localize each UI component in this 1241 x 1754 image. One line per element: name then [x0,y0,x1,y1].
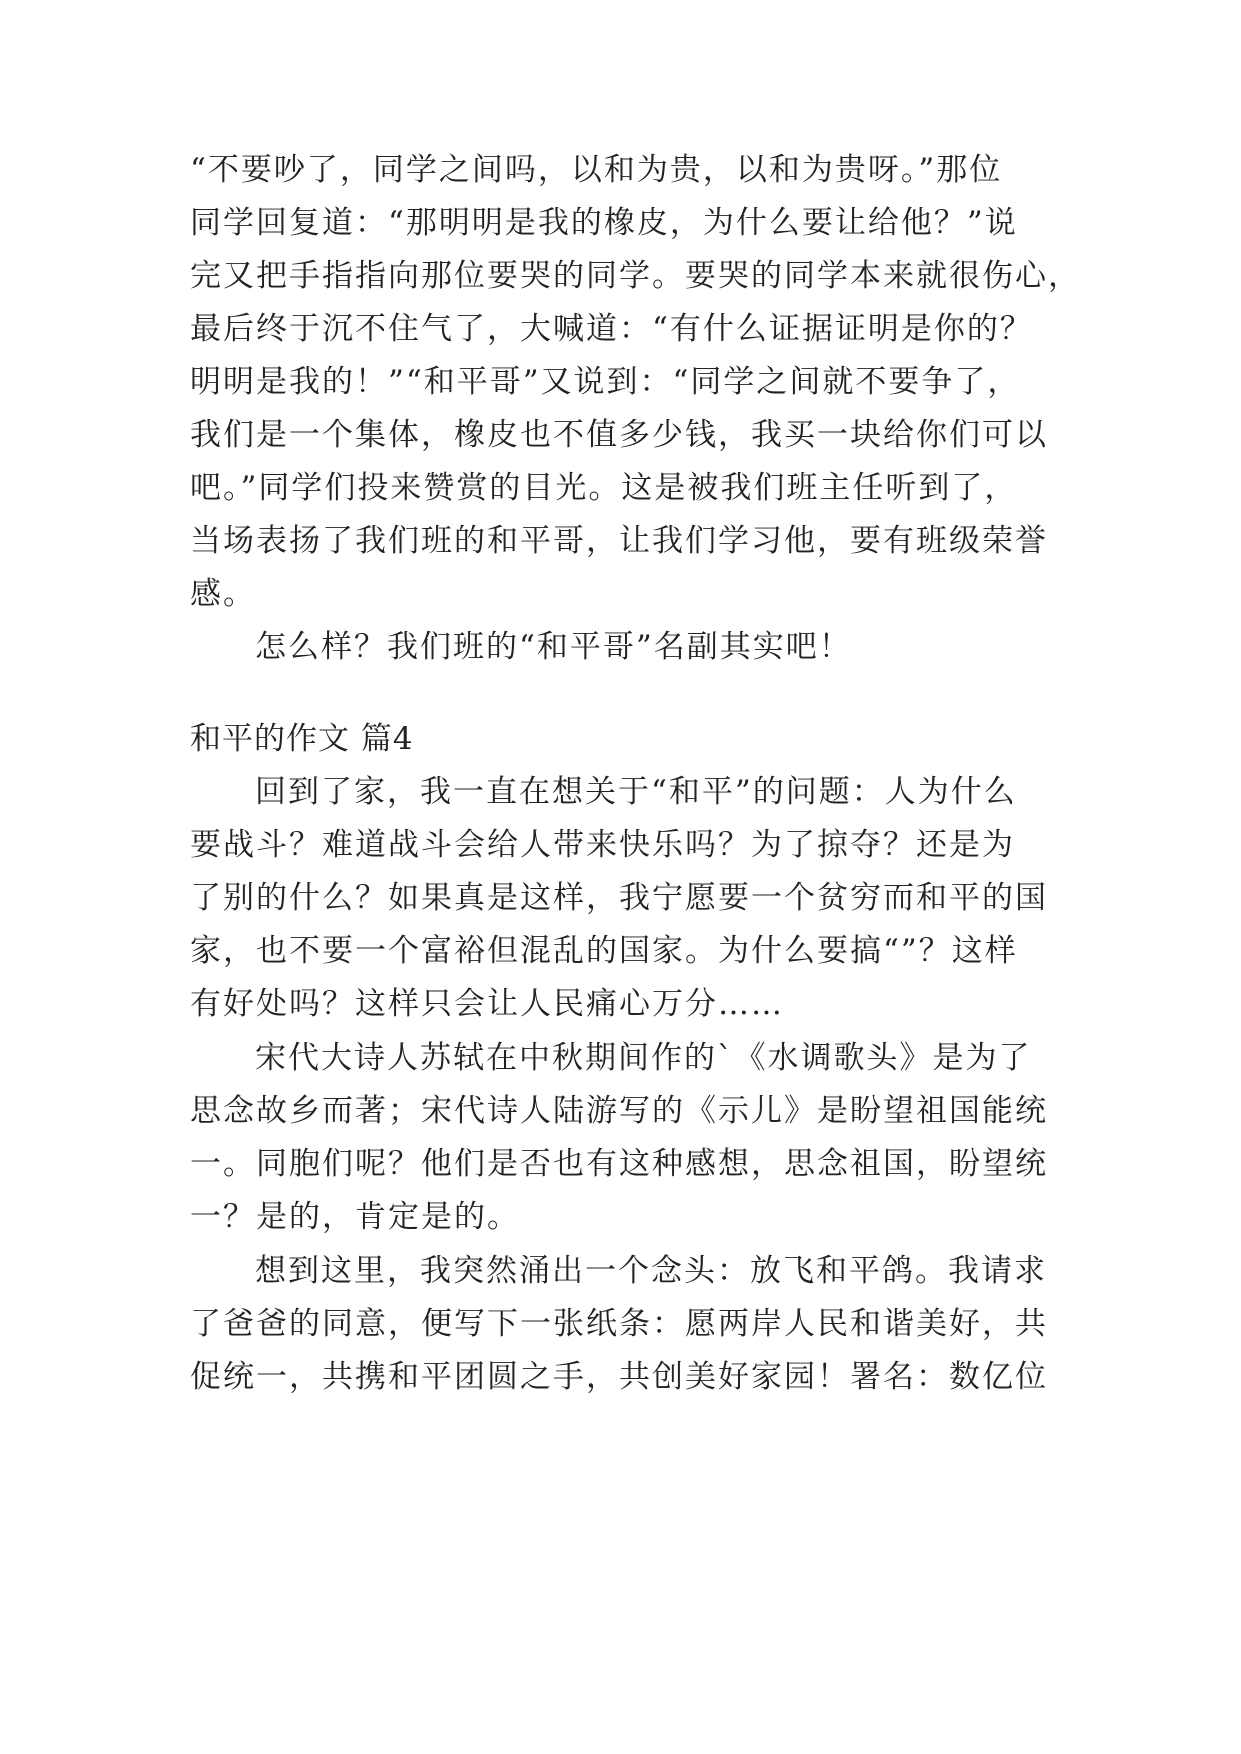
text-line: 思念故乡而著；宋代诗人陆游写的《示儿》是盼望祖国能统 [190,1093,1048,1129]
text-line: 了别的什么？如果真是这样，我宁愿要一个贫穷而和平的国 [190,880,1048,916]
text-line: 明明是我的！”“和平哥”又说到：“同学之间就不要争了， [190,364,1021,400]
text-line: 我们是一个集体，橡皮也不值多少钱，我买一块给你们可以 [190,417,1048,453]
text-line: 吧。”同学们投来赞赏的目光。这是被我们班主任听到了， [190,470,1018,506]
text-line: “不要吵了，同学之间吗，以和为贵，以和为贵呀。”那位 [190,152,1003,188]
text-line: 同学回复道：“那明明是我的橡皮，为什么要让给他？”说 [190,205,1018,241]
text-line: 一。同胞们呢？他们是否也有这种感想，思念祖国，盼望统 [190,1146,1048,1182]
text-line: 了爸爸的同意，便写下一张纸条：愿两岸人民和谐美好，共 [190,1306,1048,1342]
text-line: 要战斗？难道战斗会给人带来快乐吗？为了掠夺？还是为 [190,827,1015,863]
text-line: 想到这里，我突然涌出一个念头：放飞和平鸽。我请求 [255,1253,1047,1289]
text-line: 最后终于沉不住气了，大喊道：“有什么证据证明是你的？ [190,311,1033,347]
closing-line: 怎么样？我们班的“和平哥”名副其实吧！ [255,629,852,665]
text-line: 回到了家，我一直在想关于“和平”的问题：人为什么 [255,774,1017,810]
text-line: 完又把手指指向那位要哭的同学。要哭的同学本来就很伤心， [190,258,1081,294]
section-heading: 和平的作文 篇4 [190,721,414,757]
text-line: 有好处吗？这样只会让人民痛心万分…… [190,986,784,1022]
text-line: 当场表扬了我们班的和平哥，让我们学习他，要有班级荣誉 [190,523,1048,559]
text-line: 促统一，共携和平团圆之手，共创美好家园！署名：数亿位 [190,1359,1048,1395]
text-line: 家，也不要一个富裕但混乱的国家。为什么要搞“”？这样 [190,933,1018,969]
text-line: 宋代大诗人苏轼在中秋期间作的`《水调歌头》是为了 [255,1040,1032,1076]
text-line: 感。 [190,576,256,612]
text-line: 一？是的，肯定是的。 [190,1199,520,1235]
